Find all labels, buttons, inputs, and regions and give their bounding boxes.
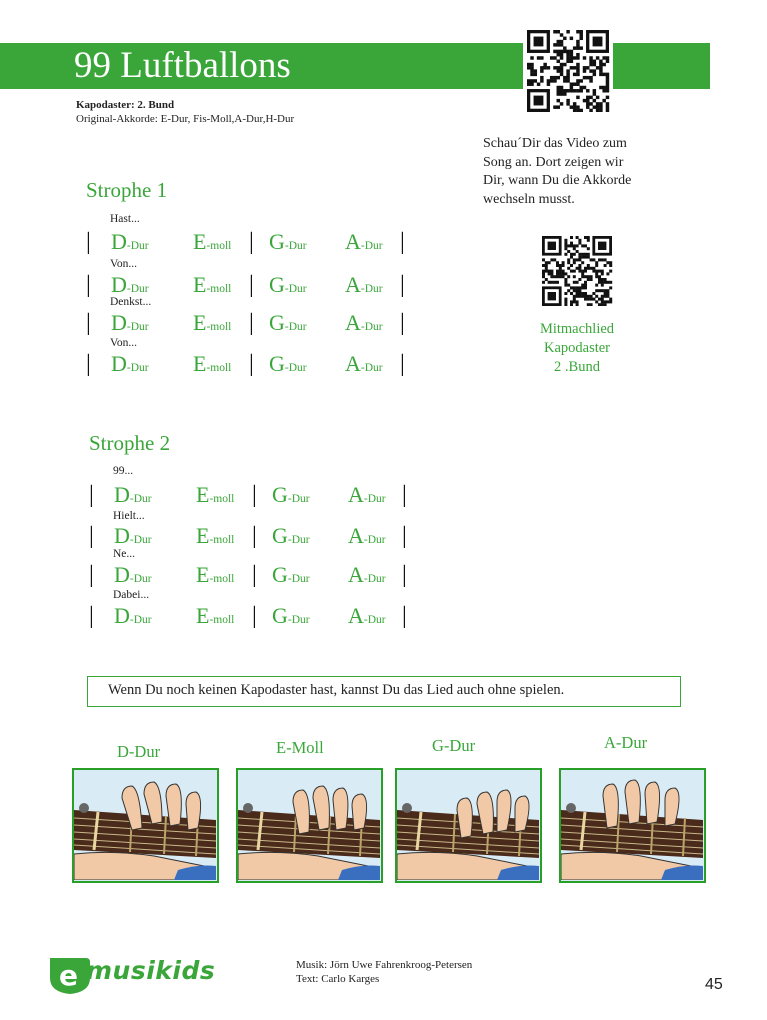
chord-picture-label: E-Moll [276, 738, 324, 757]
bar-line: | [400, 351, 405, 377]
bar-line: | [252, 562, 257, 588]
qr-code-top[interactable] [523, 30, 613, 112]
chord-suffix: -Dur [126, 321, 149, 333]
chord-hand-illustration [236, 768, 383, 883]
chord-root: A [348, 562, 364, 587]
chord-suffix: -Dur [287, 493, 310, 505]
chord-c3 [272, 563, 310, 591]
page-title: 99 Luftballons [74, 45, 291, 86]
bar-line: | [252, 523, 257, 549]
qr-code-side[interactable] [541, 236, 613, 306]
chord-root: E [193, 351, 207, 376]
chord-c2 [193, 352, 231, 380]
chord-c2 [196, 483, 234, 511]
chord-c4 [348, 604, 386, 632]
chord-c1 [111, 230, 149, 258]
chord-suffix: -Dur [363, 534, 386, 546]
chord-root: A [345, 229, 361, 254]
video-text-line: Schau´Dir das Video zum [483, 136, 627, 151]
chord-suffix: -Dur [287, 534, 310, 546]
bar-line: | [249, 229, 254, 255]
chord-suffix: -Dur [363, 614, 386, 626]
bar-line: | [89, 523, 94, 549]
bar-line: | [89, 482, 94, 508]
lyric-cue: Hast... [110, 213, 140, 225]
chord-c4 [345, 352, 383, 380]
video-text-line: Song an. Dort zeigen wir [483, 154, 624, 170]
chord-root: E [196, 482, 210, 507]
lyric-cue: Ne... [113, 548, 136, 560]
chord-c3 [272, 524, 310, 552]
chord-c2 [196, 563, 234, 591]
chord-c1 [114, 604, 152, 632]
bar-line: | [89, 562, 94, 588]
chord-suffix: -Dur [129, 573, 152, 585]
chord-root: D [111, 229, 127, 254]
chord-root: E [196, 523, 210, 548]
chord-c2 [193, 230, 231, 258]
chord-root: G [272, 482, 288, 507]
chord-c3 [269, 352, 307, 380]
bar-line: | [400, 272, 405, 298]
chord-suffix: -Dur [284, 240, 307, 252]
chord-c3 [272, 604, 310, 632]
lyric-cue: Hielt... [113, 510, 145, 522]
chord-c4 [348, 483, 386, 511]
chord-suffix: -Dur [287, 614, 310, 626]
chord-suffix: -moll [206, 362, 232, 374]
bar-line: | [400, 229, 405, 255]
chord-root: G [269, 272, 285, 297]
lyric-cue: Von... [110, 337, 137, 349]
chord-root: E [193, 310, 207, 335]
note-text: Wenn Du noch keinen Kapodaster hast, kannst Du das Lied auch ohne spielen. [108, 682, 565, 698]
side-label-line: Mitmachlied [539, 321, 615, 337]
chord-suffix: -Dur [284, 283, 307, 295]
chord-suffix: -moll [209, 493, 235, 505]
bar-line: | [402, 603, 407, 629]
chord-c4 [348, 563, 386, 591]
chord-c3 [269, 273, 307, 301]
bar-line: | [86, 310, 91, 336]
chord-root: D [114, 482, 130, 507]
chord-suffix: -moll [206, 321, 232, 333]
bar-line: | [86, 272, 91, 298]
chord-root: G [272, 562, 288, 587]
chord-c4 [348, 524, 386, 552]
bar-line: | [249, 272, 254, 298]
chord-c1 [111, 352, 149, 380]
chord-c1 [111, 311, 149, 339]
chord-suffix: -Dur [360, 321, 383, 333]
chord-c2 [193, 273, 231, 301]
chord-suffix: -Dur [363, 573, 386, 585]
chord-hand-illustration [395, 768, 542, 883]
chord-root: D [111, 351, 127, 376]
chord-root: A [348, 482, 364, 507]
bar-line: | [249, 310, 254, 336]
chord-suffix: -Dur [363, 493, 386, 505]
chord-root: G [269, 310, 285, 335]
chord-hand-illustration [72, 768, 219, 883]
chord-hand-illustration [559, 768, 706, 883]
bar-line: | [86, 351, 91, 377]
bar-line: | [89, 603, 94, 629]
chord-root: E [193, 272, 207, 297]
chord-root: D [111, 310, 127, 335]
logo-text: musikids [86, 956, 216, 985]
chord-root: D [114, 562, 130, 587]
chord-root: A [345, 310, 361, 335]
bar-line: | [402, 523, 407, 549]
chord-root: E [196, 603, 210, 628]
chord-c2 [196, 604, 234, 632]
chord-root: A [345, 272, 361, 297]
chord-c3 [272, 483, 310, 511]
chord-root: D [114, 523, 130, 548]
bar-line: | [400, 310, 405, 336]
side-label-line: 2 .Bund [554, 359, 600, 375]
chord-c2 [193, 311, 231, 339]
chord-root: D [111, 272, 127, 297]
chord-suffix: -moll [209, 534, 235, 546]
bar-line: | [252, 482, 257, 508]
chord-root: G [272, 603, 288, 628]
chord-suffix: -moll [209, 614, 235, 626]
video-text-line: Dir, wann Du die Akkorde [483, 173, 632, 188]
chord-picture-label: D-Dur [117, 742, 161, 761]
lyric-cue: Von... [110, 258, 137, 270]
capo-info: Kapodaster: 2. Bund [76, 99, 175, 111]
chord-c4 [345, 311, 383, 339]
chord-root: A [348, 603, 364, 628]
chord-root: E [196, 562, 210, 587]
bar-line: | [252, 603, 257, 629]
chord-suffix: -Dur [360, 362, 383, 374]
chord-root: A [348, 523, 364, 548]
chord-suffix: -Dur [284, 362, 307, 374]
chord-suffix: -moll [206, 240, 232, 252]
chord-root: G [272, 523, 288, 548]
text-credit: Text: Carlo Karges [296, 973, 380, 985]
bar-line: | [402, 482, 407, 508]
chord-suffix: -Dur [129, 534, 152, 546]
bar-line: | [402, 562, 407, 588]
lyric-cue: Dabei... [113, 589, 150, 601]
logo-letter: e [59, 959, 78, 992]
chord-root: D [114, 603, 130, 628]
chord-root: E [193, 229, 207, 254]
side-label-line: Kapodaster [543, 340, 611, 356]
chord-root: A [345, 351, 361, 376]
chord-suffix: -Dur [287, 573, 310, 585]
chord-root: G [269, 351, 285, 376]
chord-suffix: -Dur [129, 493, 152, 505]
chord-suffix: -Dur [129, 614, 152, 626]
mitmachlied-label [516, 320, 638, 377]
original-chords: Original-Akkorde: E-Dur, Fis-Moll,A-Dur,H-Dur [76, 113, 295, 125]
bar-line: | [86, 229, 91, 255]
chord-c2 [196, 524, 234, 552]
chord-c4 [345, 273, 383, 301]
chord-root: G [269, 229, 285, 254]
chord-picture-label: G-Dur [432, 736, 476, 755]
chord-c3 [269, 230, 307, 258]
lyric-cue: Denkst... [110, 296, 152, 308]
video-text-line: wechseln musst. [483, 191, 575, 207]
chord-suffix: -Dur [126, 240, 149, 252]
chord-picture-label: A-Dur [604, 733, 648, 752]
video-instruction [483, 135, 703, 209]
credits [296, 958, 472, 986]
strophe-heading: Strophe 2 [89, 431, 171, 455]
strophe-heading: Strophe 1 [86, 178, 168, 202]
bar-line: | [249, 351, 254, 377]
chord-suffix: -Dur [360, 240, 383, 252]
chord-suffix: -Dur [360, 283, 383, 295]
chord-c1 [114, 483, 152, 511]
chord-suffix: -Dur [126, 362, 149, 374]
chord-suffix: -moll [209, 573, 235, 585]
chord-c1 [114, 563, 152, 591]
chord-c3 [269, 311, 307, 339]
music-credit: Musik: Jörn Uwe Fahrenkroog-Petersen [296, 959, 473, 971]
chord-suffix: -Dur [126, 283, 149, 295]
lyric-cue: 99... [113, 465, 134, 477]
page-number: 45 [705, 976, 723, 993]
chord-suffix: -Dur [284, 321, 307, 333]
chord-c4 [345, 230, 383, 258]
chord-suffix: -moll [206, 283, 232, 295]
